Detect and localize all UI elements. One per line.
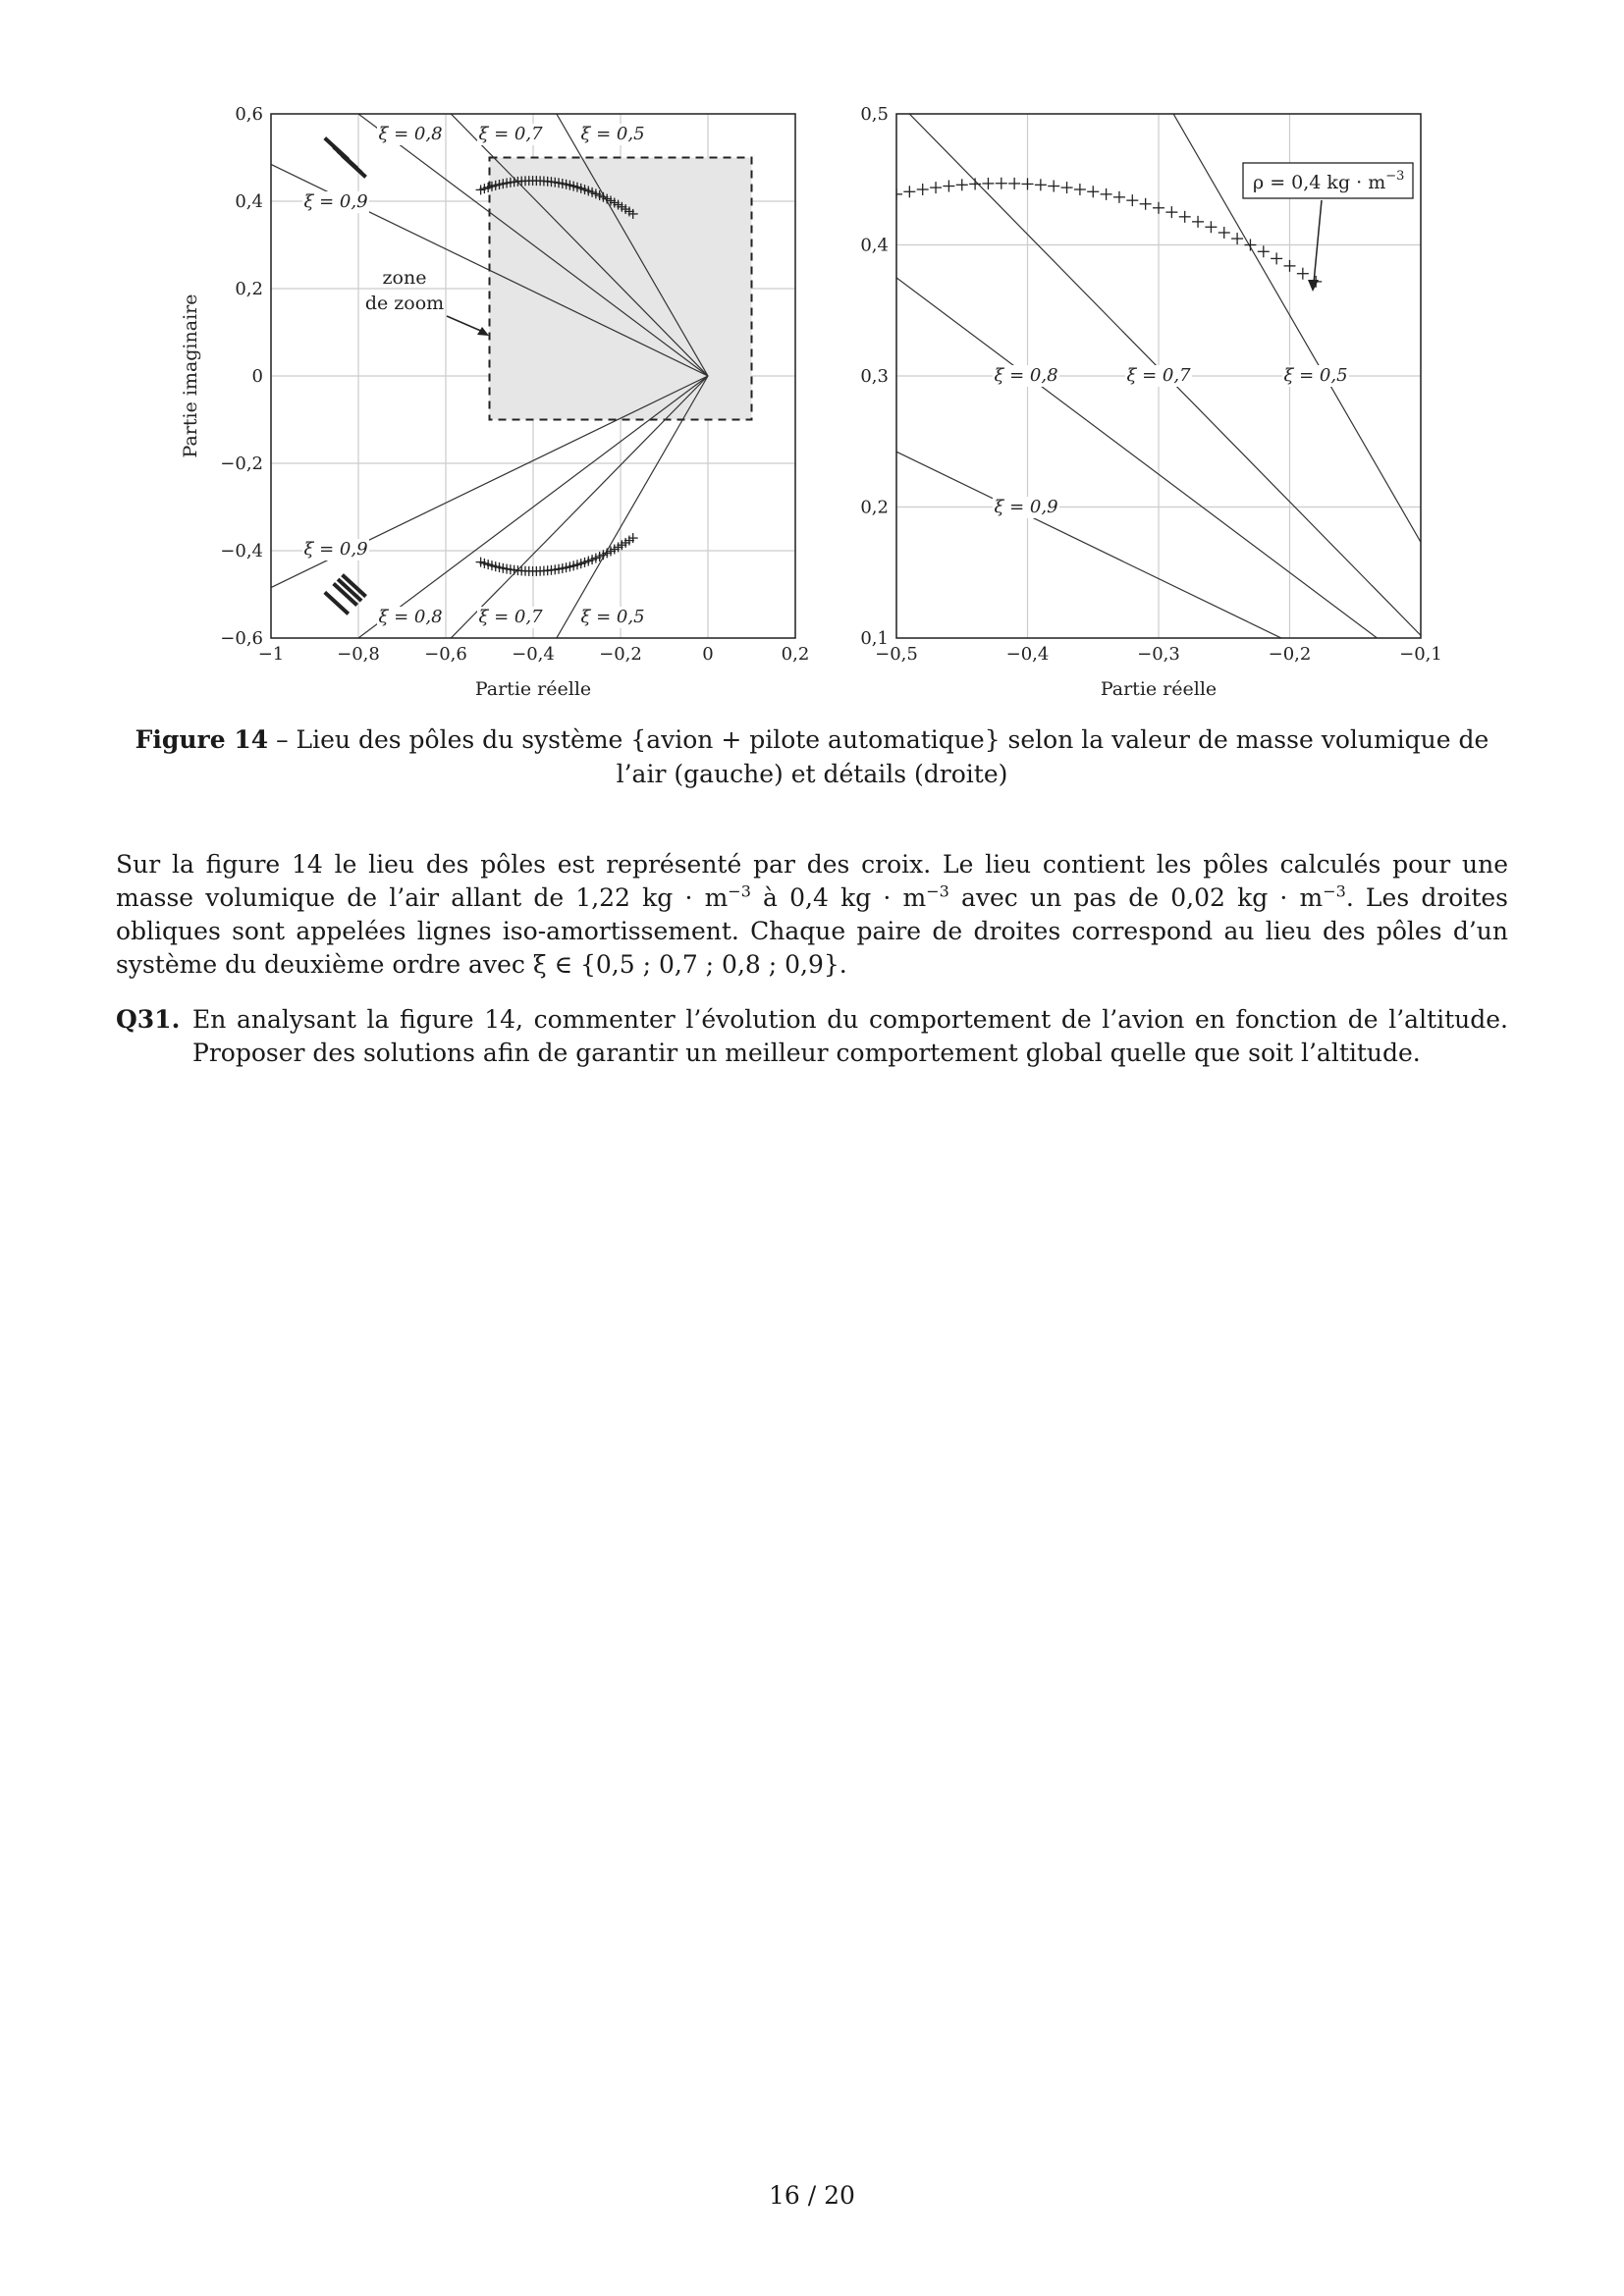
- y-tick-label: 0: [251, 366, 263, 387]
- y-axis-label: Partie imaginaire: [180, 294, 201, 458]
- xi-label: ξ = 0,5: [1283, 365, 1348, 386]
- rho-arrow-head: [1308, 280, 1319, 292]
- para-exp-1: −3: [728, 881, 751, 901]
- para-exp-2: −3: [926, 881, 949, 901]
- figure-caption-text: – Lieu des pôles du système {avion + pilote automatique} selon la valeur de masse volumique de l’air (gauche) et détails (droite): [268, 725, 1489, 788]
- question-q31: [116, 1003, 1508, 1070]
- xi-label: ξ = 0,7: [478, 607, 543, 627]
- y-tick-label: −0,4: [220, 541, 263, 561]
- xi-label: ξ = 0,7: [478, 124, 543, 144]
- xi-label: ξ = 0,7: [1126, 365, 1191, 386]
- iso-line-lower: [0, 770, 1552, 2296]
- figure-right-chart: [839, 98, 1478, 717]
- x-tick-label: −0,6: [424, 644, 467, 665]
- figure-left-chart: [167, 98, 810, 717]
- iso-line-lower: [0, 770, 1552, 2296]
- x-axis-label: Partie réelle: [1100, 678, 1218, 700]
- iso-line-lower: [0, 770, 1552, 2296]
- y-tick-label: 0,4: [235, 191, 263, 212]
- x-tick-label: −0,2: [1268, 644, 1312, 665]
- x-tick-label: −0,2: [599, 644, 642, 665]
- zoom-label-line2: de zoom: [364, 293, 445, 314]
- x-tick-label: −0,4: [512, 644, 555, 665]
- x-tick-label: −0,8: [337, 644, 380, 665]
- y-tick-label: 0,1: [860, 628, 889, 649]
- para-text-2: à 0,4 kg · m: [750, 883, 927, 912]
- x-tick-label: 0: [702, 644, 714, 665]
- question-number: Q31.: [116, 1005, 181, 1034]
- figure-label: Figure 14: [135, 725, 269, 754]
- xi-label: ξ = 0,8: [378, 124, 443, 144]
- para-text-4: . Les droites obliques sont appelées lignes iso-amortissement. Chaque paire de droites correspond au lieu des pôles d’un système du deuxième ordre avec ξ ∈ {0,5 ; 0,7 ; 0,8 ; 0,9}.: [116, 883, 1508, 979]
- x-tick-label: −0,4: [1005, 644, 1050, 665]
- para-exp-3: −3: [1323, 881, 1346, 901]
- x-axis-label: Partie réelle: [474, 678, 592, 700]
- x-tick-label: −0,1: [1399, 644, 1442, 665]
- y-tick-label: 0,3: [860, 366, 889, 387]
- xi-label: ξ = 0,9: [303, 191, 368, 212]
- zoom-arrow-head: [477, 327, 489, 336]
- x-tick-label: −0,3: [1137, 644, 1180, 665]
- para-text-1: Sur la figure 14 le lieu des pôles est représenté par des croix. Le lieu contient les pôles calculés pour une masse volumique de l’air allant de 1,22 kg · m: [116, 850, 1508, 912]
- iso-line-lower: [0, 376, 708, 1267]
- xi-label: ξ = 0,5: [580, 607, 645, 627]
- rho-arrow: [1314, 200, 1322, 283]
- y-tick-label: 0,6: [235, 104, 263, 125]
- x-tick-label: −1: [257, 644, 285, 665]
- zoom-arrow: [447, 316, 483, 332]
- y-tick-label: −0,6: [220, 628, 263, 649]
- xi-label: ξ = 0,8: [994, 365, 1058, 386]
- body-paragraph: [116, 848, 1508, 982]
- zoom-label-line1: zone: [382, 267, 427, 289]
- xi-label: ξ = 0,9: [994, 497, 1058, 517]
- xi-label: ξ = 0,5: [580, 124, 645, 144]
- y-tick-label: −0,2: [220, 454, 263, 474]
- y-tick-label: 0,2: [235, 279, 263, 299]
- x-tick-label: 0,2: [781, 644, 810, 665]
- para-text-3: avec un pas de 0,02 kg · m: [948, 883, 1324, 912]
- xi-label: ξ = 0,9: [303, 539, 368, 560]
- xi-label: ξ = 0,8: [378, 607, 443, 627]
- y-tick-label: 0,4: [860, 235, 889, 256]
- question-text: En analysant la figure 14, commenter l’évolution du comportement de l’avion en fonction de l’altitude. Proposer des solutions afin de garantir un meilleur comportement global quelle que soit l’altitude.: [192, 1005, 1508, 1067]
- x-tick-label: −0,5: [875, 644, 918, 665]
- page-number: 16 / 20: [769, 2181, 855, 2210]
- y-tick-label: 0,5: [860, 104, 889, 125]
- y-tick-label: 0,2: [860, 497, 889, 518]
- xi-labels: [993, 365, 1349, 518]
- pole-cluster-marker: [343, 155, 366, 177]
- rho-annotation: ρ = 0,4 kg · $m^{-3}$: [1253, 169, 1405, 193]
- figure-caption: [118, 722, 1506, 791]
